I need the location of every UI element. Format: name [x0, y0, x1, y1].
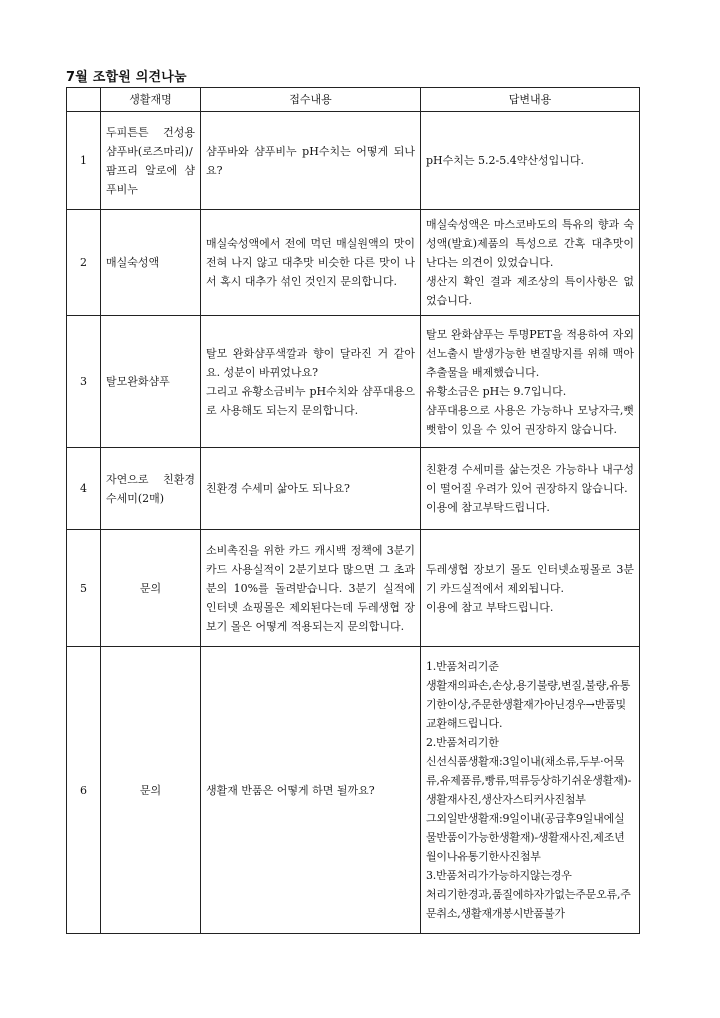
answer-line: 1.반품처리기준	[426, 660, 499, 673]
table-row	[67, 530, 640, 647]
product-name: 문의	[101, 647, 201, 934]
answer-line: 이용에 참고부탁드립니다.	[426, 501, 550, 514]
answer-line: 처리기한경과,품질에하자가없는주문오류,주문취소,생활재개봉시반품불가	[426, 888, 631, 920]
row-number: 2	[67, 210, 101, 316]
table-header-row	[67, 88, 640, 112]
row-number: 5	[67, 530, 101, 647]
row-number: 3	[67, 316, 101, 448]
answer-text	[421, 647, 640, 934]
answer-line: 샴푸대용으로 사용은 가능하나 모낭자극,뻣뻣함이 있을 수 있어 권장하지 않습니다.	[426, 403, 634, 436]
answer-line: 두레생협 장보기 몰도 인터넷쇼핑몰로 3분기 카드실적에서 제외됩니다.	[426, 562, 634, 595]
answer-line: 생활재의파손,손상,용기불량,변질,불량,유통기한이상,주문한생활재가아닌경우→반품및교환해드립니다.	[426, 679, 631, 730]
inquiry-text: 매실숙성액에서 전에 먹던 매실원액의 맛이 전혀 나지 않고 대추맛 비슷한 다른 맛이 나서 혹시 대추가 섞인 것인지 문의합니다.	[201, 210, 421, 316]
answer-line: 유황소금은 pH는 9.7입니다.	[426, 384, 567, 398]
table-row	[67, 112, 640, 210]
opinion-table	[66, 87, 640, 934]
answer-line: 이용에 참고 부탁드립니다.	[426, 600, 554, 614]
answer-line: 그외일반생활재:9일이내(공급후9일내에실물반품이가능한생활재)-생활재사진,제조년월이나유통기한사진첨부	[426, 812, 625, 863]
answer-text	[421, 210, 640, 316]
table-row	[67, 210, 640, 316]
answer-line: 3.반품처리가가능하지않는경우	[426, 869, 572, 882]
product-name: 탈모완화샴푸	[101, 316, 201, 448]
table-row	[67, 316, 640, 448]
product-name: 자연으로 친환경 수세미(2매)	[101, 448, 201, 530]
answer-text	[421, 448, 640, 530]
inquiry-text: 샴푸바와 샴푸비누 pH수치는 어떻게 되나요?	[201, 112, 421, 210]
answer-line: 매실숙성액은 마스코바도의 특유의 향과 숙성액(발효)제품의 특성으로 간혹 대추맛이 난다는 의견이 있었습니다.	[426, 218, 634, 269]
answer-line: 생산지 확인 결과 제조상의 특이사항은 없었습니다.	[426, 275, 634, 307]
inquiry-text: 생활재 반품은 어떻게 하면 될까요?	[201, 647, 421, 934]
inquiry-text: 탈모 완화샴푸색깔과 향이 달라진 거 같아요. 성분이 바뀌었나요? 그리고 유황소금비누 pH수치와 샴푸대용으로 사용해도 되는지 문의합니다.	[201, 316, 421, 448]
inquiry-text: 소비촉진을 위한 카드 캐시백 정책에 3분기 카드 사용실적이 2분기보다 많으면 그 초과분의 10%를 돌려받습니다. 3분기 실적에 인터넷 쇼핑몰은 제외된다는데 두레생협 장보기 몰은 어떻게 적용되는지 문의합니다.	[201, 530, 421, 647]
answer-line: pH수치는 5.2-5.4약산성입니다.	[426, 154, 584, 167]
answer-text	[421, 112, 640, 210]
row-number: 6	[67, 647, 101, 934]
table-row	[67, 448, 640, 530]
answer-text	[421, 316, 640, 448]
header-number	[67, 88, 101, 112]
page-title: 7월 조합원 의견나눔	[66, 70, 187, 85]
header-product-name: 생활재명	[101, 88, 201, 112]
answer-line: 신선식품생활재:3일이내(채소류,두부·어묵류,유제품류,빵류,떡류등상하기쉬운생활재)-생활재사진,생산자스티커사진첨부	[426, 755, 632, 806]
table-row	[67, 647, 640, 934]
header-inquiry: 접수내용	[201, 88, 421, 112]
answer-line: 친환경 수세미를 삶는것은 가능하나 내구성이 떨어질 우려가 있어 권장하지 않습니다.	[426, 463, 634, 495]
row-number: 4	[67, 448, 101, 530]
row-number: 1	[67, 112, 101, 210]
answer-line: 탈모 완화샴푸는 투명PET을 적용하여 자외선노출시 발생가능한 변질방지를 위해 맥아추출물을 배제했습니다.	[426, 327, 634, 379]
product-name: 매실숙성액	[101, 210, 201, 316]
product-name: 두피튼튼 건성용 샴푸바(로즈마리)/팜프리 알로에 샴푸비누	[101, 112, 201, 210]
product-name: 문의	[101, 530, 201, 647]
header-answer: 답변내용	[421, 88, 640, 112]
answer-line: 2.반품처리기한	[426, 736, 499, 749]
inquiry-text: 친환경 수세미 삶아도 되나요?	[201, 448, 421, 530]
answer-text	[421, 530, 640, 647]
